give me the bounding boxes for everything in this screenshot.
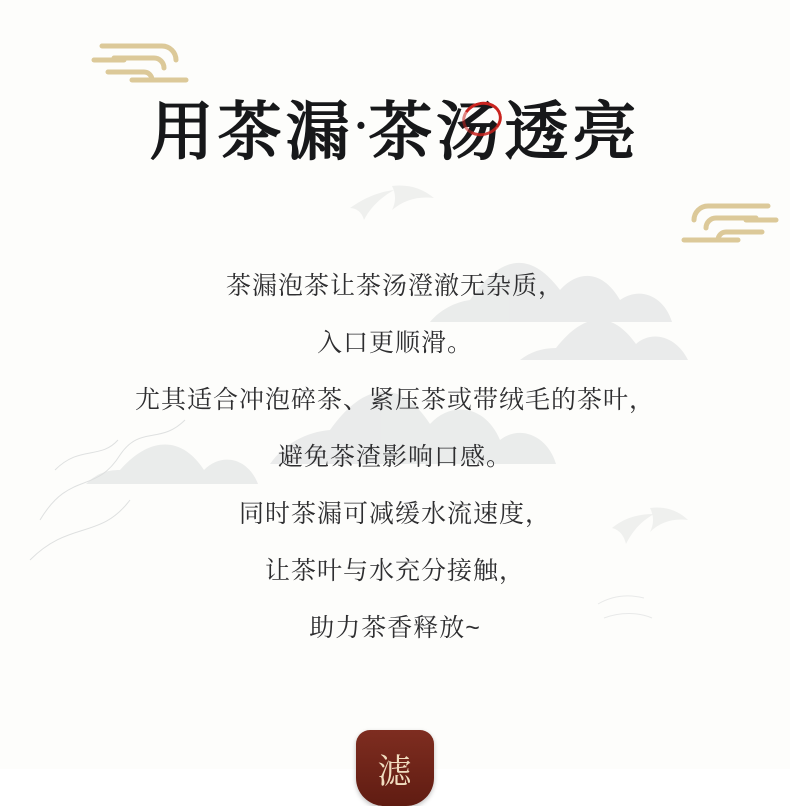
- body-line-3: 尤其适合冲泡碎茶、紧压茶或带绒毛的茶叶，: [134, 386, 655, 414]
- cloud-pattern-ornament-right: [642, 196, 782, 250]
- body-line-6: 让茶叶与水充分接触，: [264, 557, 525, 585]
- seal-badge-label: 滤: [377, 753, 413, 791]
- cloud-pattern-ornament-top-left: [88, 36, 200, 84]
- page-title-container: [0, 96, 790, 170]
- body-line-7: 助力茶香释放~: [309, 614, 481, 642]
- seal-badge: [356, 730, 434, 806]
- body-copy: [0, 258, 790, 657]
- body-line-2: 入口更顺滑。: [316, 329, 473, 357]
- body-line-5: 同时茶漏可减缓水流速度，: [238, 500, 551, 528]
- body-line-1: 茶漏泡茶让茶汤澄澈无杂质，: [225, 272, 564, 300]
- page-title-separator: ·: [353, 101, 369, 150]
- page-title-part1: 用茶漏: [149, 97, 354, 168]
- body-line-4: 避免茶渣影响口感。: [277, 443, 512, 471]
- page-title-part2: 茶汤透亮: [368, 97, 641, 168]
- page-title: [150, 96, 641, 170]
